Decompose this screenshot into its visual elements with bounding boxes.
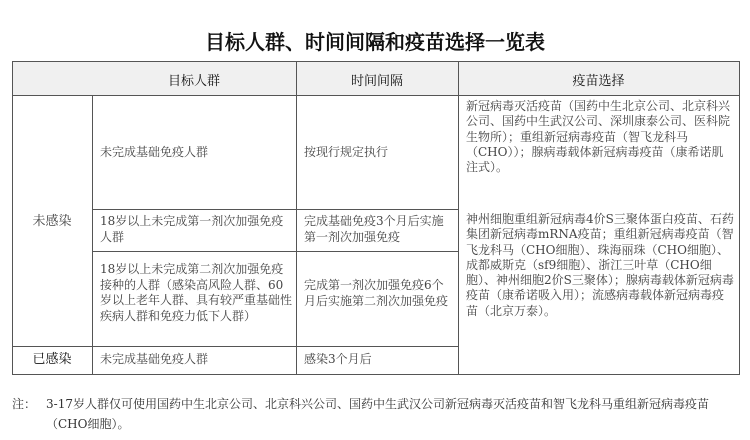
row3-target: 18岁以上未完成第二剂次加强免疫接种的人群（感染高风险人群、60岁以上老年人群、具有较严重基础性疾病人群和免疫力低下人群） (100, 262, 293, 323)
header-interval: 时间间隔 (350, 74, 403, 89)
group-uninfected: 未感染 (32, 214, 72, 229)
rule-right (739, 61, 740, 375)
rule-header-bottom (12, 95, 740, 96)
row2-target: 18岁以上未完成第一剂次加强免疫人群 (100, 214, 284, 244)
header-target: 目标人群 (167, 74, 220, 89)
group-infected: 已感染 (32, 352, 72, 367)
rule-col2 (296, 61, 297, 375)
vaccine-block-basic: 新冠病毒灭活疫苗（国药中生北京公司、北京科兴公司、国药中生武汉公司、深圳康泰公司、医科院生物所）；重组新冠病毒疫苗（智飞龙科马（CHO））；腺病毒载体新冠病毒疫苗（康希诺肌注式）。 (466, 99, 731, 175)
footnote-text: 3-17岁人群仅可使用国药中生北京公司、北京科兴公司、国药中生武汉公司新冠病毒灭活疫苗和智飞龙科马重组新冠病毒疫苗（CHO细胞）。 (46, 397, 709, 431)
rule-row3 (12, 346, 458, 347)
row4-target: 未完成基础免疫人群 (100, 352, 209, 366)
rule-row1 (92, 209, 458, 210)
header-vaccine: 疫苗选择 (572, 74, 625, 89)
rule-col3 (458, 61, 459, 375)
footnote-label: 注： (12, 397, 37, 411)
rule-group (92, 95, 93, 375)
rule-top (12, 61, 740, 62)
row1-target: 未完成基础免疫人群 (100, 145, 209, 159)
row2-interval: 完成基础免疫3个月后实施第一剂次加强免疫 (304, 214, 444, 244)
rule-row2 (92, 251, 458, 252)
row4-interval: 感染3个月后 (304, 352, 372, 366)
rule-bottom (12, 374, 740, 375)
row1-interval: 按现行规定执行 (304, 145, 389, 159)
row3-interval: 完成第一剂次加强免疫6个月后实施第二剂次加强免疫 (304, 278, 449, 308)
page-title: 目标人群、时间间隔和疫苗选择一览表 (205, 30, 545, 54)
vaccine-block-booster: 神州细胞重组新冠病毒4价S三聚体蛋白疫苗、石药集团新冠病毒mRNA疫苗；重组新冠病毒疫苗（智飞龙科马（CHO细胞）、珠海丽珠（CHO细胞）、成都威斯克（sf9细胞）、浙江三叶草（CHO细胞）、神州细胞2价S三聚体）；腺病毒载体新冠病毒疫苗（康希诺吸入用）；流感病毒载体新冠病毒疫苗（北京万泰）。 (466, 212, 734, 318)
